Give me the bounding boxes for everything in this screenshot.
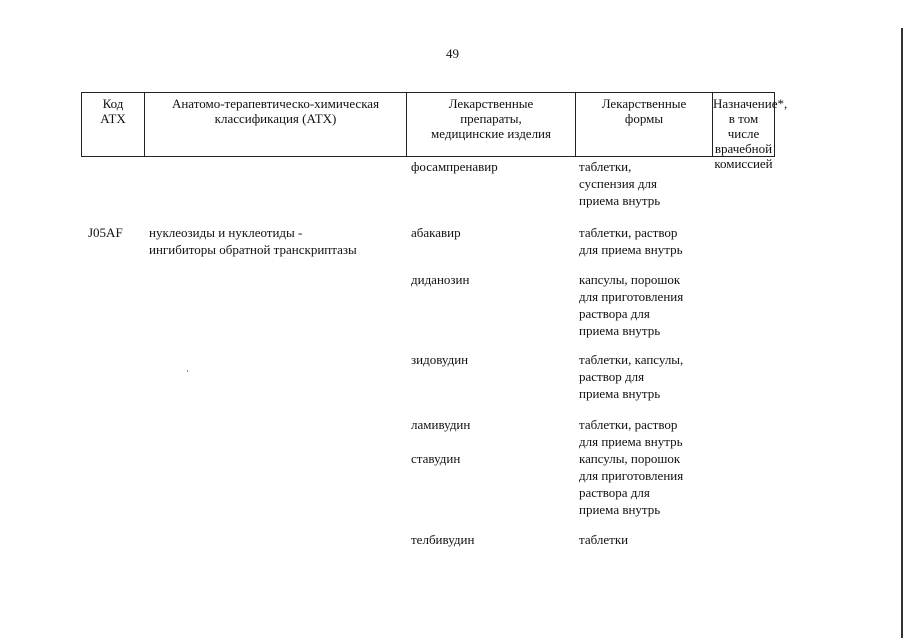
atx-classification: нуклеозиды и нуклеотиды - ингибиторы обратной транскриптазы — [149, 225, 357, 257]
drug-form: таблетки, раствор для приема внутрь — [579, 417, 683, 449]
header-purpose: Назначение*, в том числе врачебной комиссией — [712, 93, 774, 156]
drug-name: ламивудин — [411, 417, 471, 432]
page-number: 49 — [446, 46, 459, 61]
drug-name: зидовудин — [411, 352, 469, 367]
scan-edge-line — [901, 28, 903, 638]
header-forms: Лекарственные формы — [575, 93, 712, 156]
drug-form: капсулы, порошок для приготовления раствора для приема внутрь — [579, 272, 684, 338]
drug-name: фосампренавир — [411, 159, 498, 174]
drug-name: ставудин — [411, 451, 461, 466]
drug-name: телбивудин — [411, 532, 475, 547]
drug-form: капсулы, порошок для приготовления раствора для приема внутрь — [579, 451, 684, 517]
atx-code: J05AF — [88, 225, 123, 240]
header-drugs: Лекарственные препараты, медицинские изделия — [406, 93, 575, 156]
drug-form: таблетки, суспензия для приема внутрь — [579, 159, 661, 208]
drug-name: диданозин — [411, 272, 470, 287]
drug-form: таблетки, капсулы, раствор для приема внутрь — [579, 352, 684, 401]
drug-form: таблетки, раствор для приема внутрь — [579, 225, 683, 257]
header-code: Код АТХ — [100, 96, 126, 126]
header-classification: Анатомо-терапевтическо-химическая классификация (АТХ) — [144, 93, 406, 156]
drug-name: абакавир — [411, 225, 461, 240]
drug-form: таблетки — [579, 532, 629, 547]
scan-speck — [187, 370, 188, 372]
